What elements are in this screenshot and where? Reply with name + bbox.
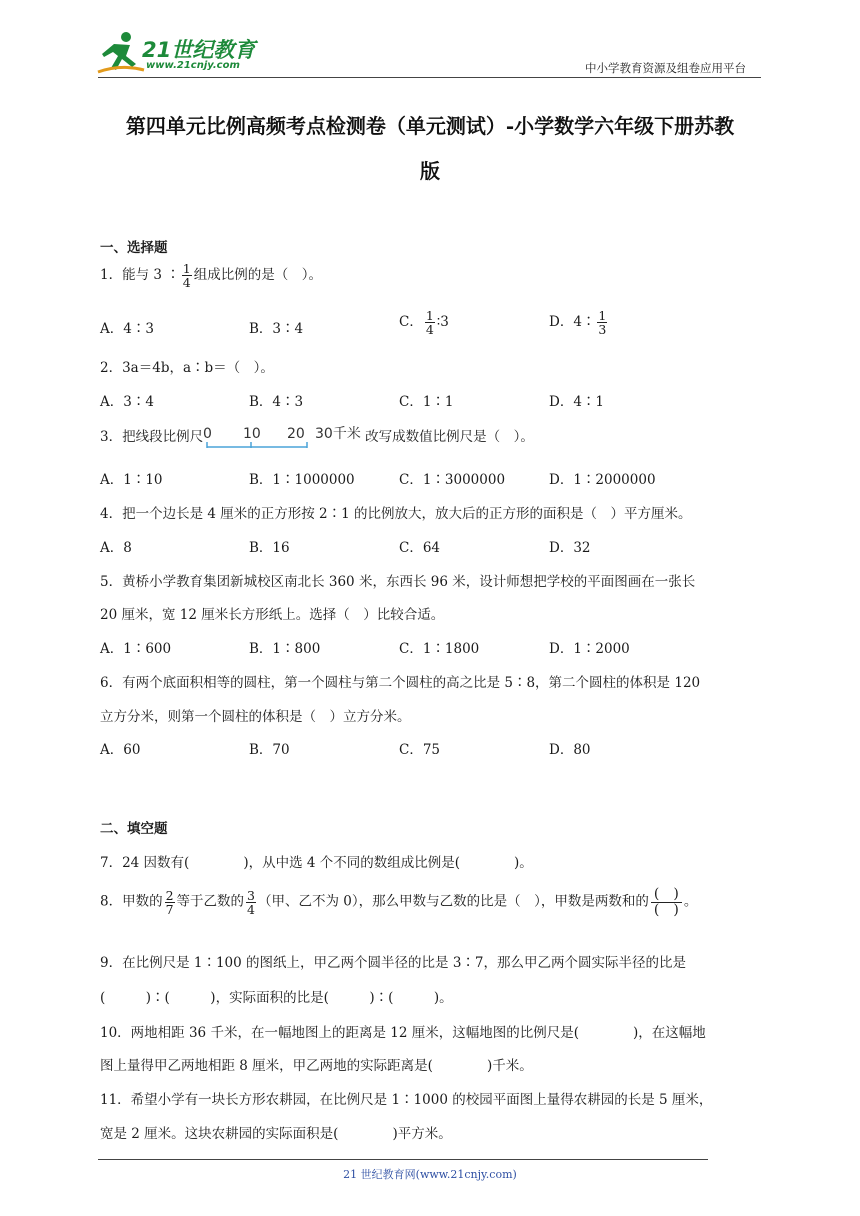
q4-option-c[interactable]: C．64 — [399, 540, 441, 556]
logo-text: 21世纪教育 — [142, 38, 256, 62]
q5-option-c[interactable]: C．1∶1800 — [399, 641, 480, 657]
q3-option-c[interactable]: C．1∶3000000 — [399, 472, 506, 488]
footer-divider — [98, 1159, 708, 1160]
q2-option-b[interactable]: B．4∶3 — [249, 394, 304, 410]
q3-option-b[interactable]: B．1∶1000000 — [249, 472, 355, 488]
q5-option-a[interactable]: A．1∶600 — [100, 641, 172, 657]
scale-label-10: 10 — [243, 425, 261, 442]
q1-option-c[interactable]: C． $\frac{1}{4}$ ∶3 — [399, 308, 449, 338]
q3-option-d[interactable]: D．1∶2000000 — [549, 472, 656, 488]
scale-label-30: 30千米 — [315, 425, 361, 442]
page-title-line2: 版 — [420, 159, 440, 183]
question-2: 2．3a＝4b，a∶b＝（ ）。 — [100, 360, 274, 376]
q1-option-d[interactable]: D．4∶ $\frac{1}{3}$ — [549, 308, 607, 338]
section-heading-choice: 一、选择题 — [100, 240, 168, 256]
scale-label-20: 20 — [287, 425, 305, 442]
blank-fraction: $\frac{( )}{( )}$ — [651, 887, 682, 917]
logo-url: www.21cnjy.com — [146, 60, 240, 71]
question-8: 8．甲数的 $\frac{2}{7}$ 等于乙数的 $\frac{3}{4}$ （甲、乙不为 0），那么甲数与乙数的比是（ ），甲数是两数和的 $\frac{( )}{( )}$ 。 — [100, 886, 698, 918]
question-1: 1．能与 3 ∶ $\frac{1}{4}$ 组成比例的是（ ）。 — [100, 261, 322, 291]
runner-icon — [96, 30, 146, 76]
q4-option-d[interactable]: D．32 — [549, 540, 591, 556]
footer-text[interactable]: 21 世纪教育网(www.21cnjy.com) — [343, 1168, 517, 1181]
q2-option-c[interactable]: C．1∶1 — [399, 394, 454, 410]
platform-name: 中小学教育资源及组卷应用平台 — [585, 61, 746, 75]
q1-option-a[interactable]: A．4∶3 — [100, 321, 154, 337]
question-7: 7．24 因数有( )，从中选 4 个不同的数组成比例是( )。 — [100, 855, 533, 871]
question-5-line2: 20 厘米，宽 12 厘米长方形纸上。选择（ ）比较合适。 — [100, 607, 445, 623]
q4-option-b[interactable]: B．16 — [249, 540, 290, 556]
q4-option-a[interactable]: A．8 — [100, 540, 132, 556]
fraction: $\frac{1}{4}$ — [182, 261, 191, 291]
q6-option-c[interactable]: C．75 — [399, 742, 441, 758]
q6-option-d[interactable]: D．80 — [549, 742, 591, 758]
question-9-line2: ( )∶( )，实际面积的比是( )∶( )。 — [100, 990, 453, 1006]
q6-option-a[interactable]: A．60 — [100, 742, 141, 758]
question-10-line1: 10．两地相距 36 千米，在一幅地图上的距离是 12 厘米，这幅地图的比例尺是( )，在这幅地 — [100, 1025, 706, 1041]
question-5-line1: 5．黄桥小学教育集团新城校区南北长 360 米，东西长 96 米，设计师想把学校的平面图画在一张长 — [100, 574, 696, 590]
q3-option-a[interactable]: A．1∶10 — [100, 472, 163, 488]
question-9-line1: 9．在比例尺是 1∶100 的图纸上，甲乙两个圆半径的比是 3∶7，那么甲乙两个圆实际半径的比是 — [100, 955, 686, 971]
question-11-line1: 11．希望小学有一块长方形农耕园，在比例尺是 1∶1000 的校园平面图上量得农耕园的长是 5 厘米， — [100, 1092, 713, 1108]
q1-option-b[interactable]: B．3∶4 — [249, 321, 304, 337]
header-divider — [98, 77, 761, 78]
question-11-line2: 宽是 2 厘米。这块农耕园的实际面积是( )平方米。 — [100, 1126, 452, 1142]
question-4: 4．把一个边长是 4 厘米的正方形按 2∶1 的比例放大，放大后的正方形的面积是（ ）平方厘米。 — [100, 506, 692, 522]
section-heading-fill: 二、填空题 — [100, 821, 168, 837]
q2-option-a[interactable]: A．3∶4 — [100, 394, 154, 410]
question-6-line2: 立方分米，则第一个圆柱的体积是（ ）立方分米。 — [100, 709, 411, 725]
question-6-line1: 6．有两个底面积相等的圆柱，第一个圆柱与第二个圆柱的高之比是 5∶8，第二个圆柱的体积是 120 — [100, 675, 701, 691]
q2-option-d[interactable]: D．4∶1 — [549, 394, 605, 410]
scale-label-0: 0 — [203, 425, 213, 442]
question-10-line2: 图上量得甲乙两地相距 8 厘米，甲乙两地的实际距离是( )千米。 — [100, 1058, 533, 1074]
page-title-line1: 第四单元比例高频考点检测卷（单元测试）-小学数学六年级下册苏教 — [125, 114, 735, 138]
line-scale-image — [203, 426, 365, 450]
q5-option-d[interactable]: D．1∶2000 — [549, 641, 630, 657]
q6-option-b[interactable]: B．70 — [249, 742, 290, 758]
q5-option-b[interactable]: B．1∶800 — [249, 641, 321, 657]
question-3: 3．把线段比例尺 0 10 20 30千米 改写成数值比例尺是（ ）。 — [100, 425, 534, 450]
